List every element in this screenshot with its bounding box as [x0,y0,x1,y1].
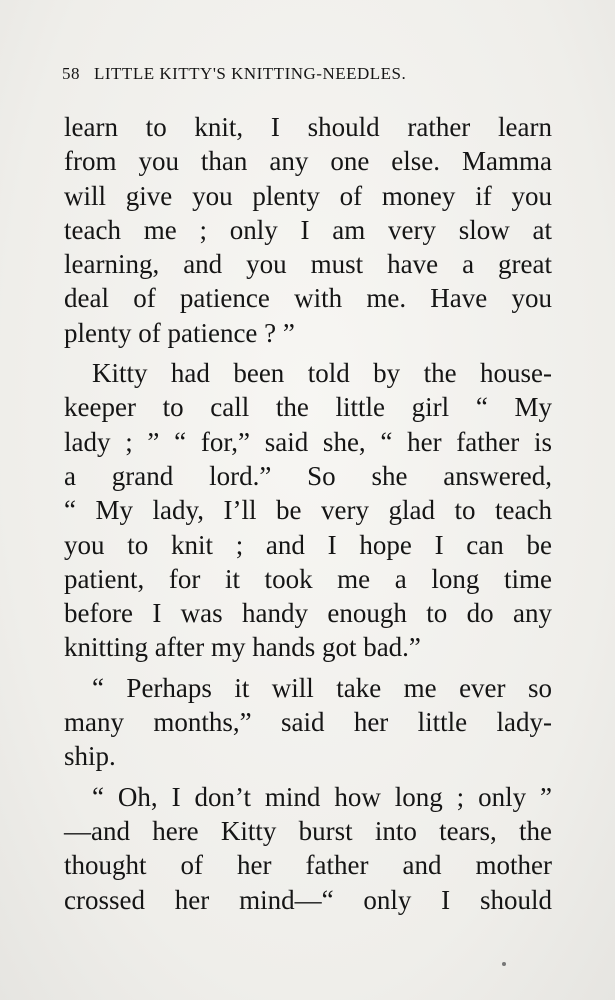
running-head [62,64,552,84]
body-text [64,110,552,917]
text-line: Kitty had been told by the house- [92,358,552,389]
text-line: plenty of patience ? ” [64,317,295,348]
text-line: ship. [64,741,116,772]
text-line: learn to knit, I should rather learn [64,112,552,142]
text-line: “ Perhaps it will take me ever so [92,672,552,703]
text-line: teach me ; only I am very slow at [64,214,552,245]
paper-speck [502,962,506,966]
text-line: from you than any one else. Mamma [64,146,552,177]
text-line: —and here Kitty burst into tears, the [64,815,552,846]
text-line: lady ; ” “ for,” said she, “ her father is [64,426,552,457]
running-title: LITTLE KITTY'S KNITTING-NEEDLES. [94,64,407,83]
text-line: deal of patience with me. Have you [64,283,552,314]
text-line: keeper to call the little girl “ My [64,392,552,423]
text-line: patient, for it took me a long time [64,563,552,594]
text-line: crossed her mind—“ only I should [64,884,552,915]
text-line: knitting after my hands got bad.” [64,632,421,663]
page-number: 58 [62,64,80,83]
text-line: will give you plenty of money if you [64,180,552,211]
text-line: “ Oh, I don’t mind how long ; only ” [92,781,552,812]
text-line: thought of her father and mother [64,850,552,881]
text-line: many months,” said her little lady- [64,707,552,738]
text-line: “ My lady, I’ll be very glad to teach [64,495,552,526]
text-line: you to knit ; and I hope I can be [64,529,552,560]
text-line: a grand lord.” So she answered, [64,460,552,491]
text-line: learning, and you must have a great [64,249,552,280]
text-line: before I was handy enough to do any [64,598,552,629]
